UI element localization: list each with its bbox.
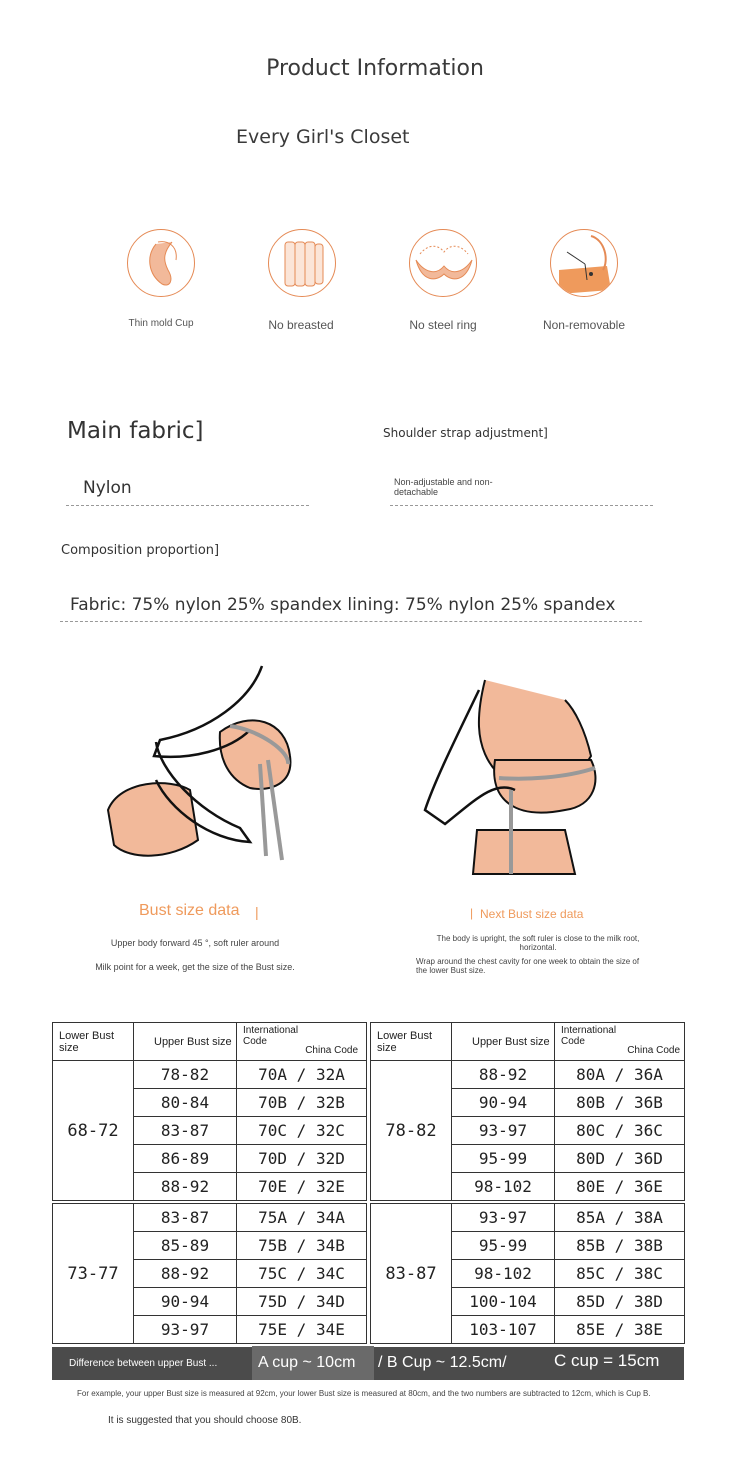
code-cell: 70C / 32C — [237, 1117, 367, 1145]
header-upper-bust: Upper Bust size — [134, 1023, 237, 1061]
upper-bust-cell: 78-82 — [134, 1061, 237, 1089]
code-cell: 75E / 34E — [237, 1316, 367, 1344]
upper-bust-cell: 95-99 — [452, 1232, 555, 1260]
upper-bust-cell: 90-94 — [134, 1288, 237, 1316]
upper-bust-cell: 83-87 — [134, 1117, 237, 1145]
next-bust-instruction-1: The body is upright, the soft ruler is close to the milk root, horizontal. — [436, 934, 640, 952]
upper-bust-cell: 86-89 — [134, 1145, 237, 1173]
bust-size-instruction-1: Upper body forward 45 °, soft ruler around — [110, 938, 280, 948]
lower-bust-group: 73-77 — [53, 1202, 134, 1344]
code-cell: 85A / 38A — [555, 1202, 685, 1232]
shoulder-strap-value: Non-adjustable and non-detachable — [394, 477, 493, 497]
bust-measure-illustration — [100, 660, 320, 880]
shoulder-strap-label: Shoulder strap adjustment] — [383, 426, 548, 440]
divider — [60, 621, 642, 622]
bust-size-instruction-2: Milk point for a week, get the size of the Bust size. — [95, 962, 295, 972]
divider — [66, 505, 309, 506]
upper-bust-cell: 90-94 — [452, 1089, 555, 1117]
b-cup-value: / B Cup ~ 12.5cm/ — [378, 1354, 507, 1371]
recommendation-text: It is suggested that you should choose 80B. — [108, 1415, 302, 1426]
code-cell: 85D / 38D — [555, 1288, 685, 1316]
page-subtitle: Every Girl's Closet — [236, 126, 410, 148]
code-cell: 85C / 38C — [555, 1260, 685, 1288]
a-cup-value: A cup ~ 10cm — [258, 1354, 356, 1371]
code-cell: 85B / 38B — [555, 1232, 685, 1260]
code-cell: 80E / 36E — [555, 1173, 685, 1203]
page-title: Product Information — [266, 56, 484, 81]
code-cell: 75B / 34B — [237, 1232, 367, 1260]
main-fabric-value: Nylon — [83, 478, 132, 498]
upper-bust-cell: 98-102 — [452, 1260, 555, 1288]
code-cell: 80C / 36C — [555, 1117, 685, 1145]
upper-bust-cell: 103-107 — [452, 1316, 555, 1344]
next-bust-instruction-2: Wrap around the chest cavity for one week to obtain the size of the lower Bust size. — [416, 957, 640, 975]
code-cell: 80A / 36A — [555, 1061, 685, 1089]
upper-bust-cell: 100-104 — [452, 1288, 555, 1316]
lower-bust-measure-illustration — [415, 660, 615, 880]
feature-label: No steel ring — [409, 318, 477, 332]
header-lower-bust: Lower Bust size — [53, 1023, 134, 1061]
composition-label: Composition proportion] — [61, 543, 220, 558]
difference-label: Difference between upper Bust ... — [69, 1358, 218, 1369]
composition-value: Fabric: 75% nylon 25% spandex lining: 75% nylon 25% spandex — [70, 595, 616, 615]
header-codes: International Code China Code — [237, 1023, 367, 1061]
code-cell: 75D / 34D — [237, 1288, 367, 1316]
lower-bust-group: 68-72 — [53, 1061, 134, 1203]
non-removable-icon — [550, 229, 618, 297]
code-cell: 70A / 32A — [237, 1061, 367, 1089]
divider — [390, 505, 653, 506]
upper-bust-cell: 98-102 — [452, 1173, 555, 1203]
code-cell: 85E / 38E — [555, 1316, 685, 1344]
next-bust-size-title: Next Bust size data — [480, 907, 584, 921]
code-cell: 75A / 34A — [237, 1202, 367, 1232]
main-fabric-label: Main fabric] — [67, 418, 204, 444]
feature-label: Thin mold Cup — [128, 318, 194, 329]
example-text: For example, your upper Bust size is measured at 92cm, your lower Bust size is measured at 80cm, and the two numbers are subtracted to 12cm, which is Cup B. — [77, 1389, 651, 1398]
bust-size-title: Bust size data — [139, 902, 240, 919]
feature-label: Non-removable — [542, 318, 626, 332]
header-upper-bust: Upper Bust size — [452, 1023, 555, 1061]
lower-bust-group: 83-87 — [371, 1202, 452, 1344]
code-cell: 70E / 32E — [237, 1173, 367, 1203]
upper-bust-cell: 88-92 — [134, 1173, 237, 1203]
lower-bust-group: 78-82 — [371, 1061, 452, 1203]
header-lower-bust: Lower Bust size — [371, 1023, 452, 1061]
code-cell: 70B / 32B — [237, 1089, 367, 1117]
feature-label: No breasted — [268, 318, 334, 332]
upper-bust-cell: 93-97 — [134, 1316, 237, 1344]
upper-bust-cell: 83-87 — [134, 1202, 237, 1232]
upper-bust-cell: 95-99 — [452, 1145, 555, 1173]
c-cup-value: C cup = 15cm — [554, 1351, 660, 1370]
no-steel-ring-icon — [409, 229, 477, 297]
upper-bust-cell: 93-97 — [452, 1117, 555, 1145]
upper-bust-cell: 88-92 — [134, 1260, 237, 1288]
upper-bust-cell: 85-89 — [134, 1232, 237, 1260]
upper-bust-cell: 93-97 — [452, 1202, 555, 1232]
code-cell: 80B / 36B — [555, 1089, 685, 1117]
code-cell: 75C / 34C — [237, 1260, 367, 1288]
code-cell: 80D / 36D — [555, 1145, 685, 1173]
header-codes: International Code China Code — [555, 1023, 685, 1061]
size-table-left — [52, 1022, 367, 1344]
thin-mold-cup-icon — [127, 229, 195, 297]
upper-bust-cell: 80-84 — [134, 1089, 237, 1117]
code-cell: 70D / 32D — [237, 1145, 367, 1173]
upper-bust-cell: 88-92 — [452, 1061, 555, 1089]
no-breasted-icon — [268, 229, 336, 297]
size-table-right — [370, 1022, 685, 1344]
